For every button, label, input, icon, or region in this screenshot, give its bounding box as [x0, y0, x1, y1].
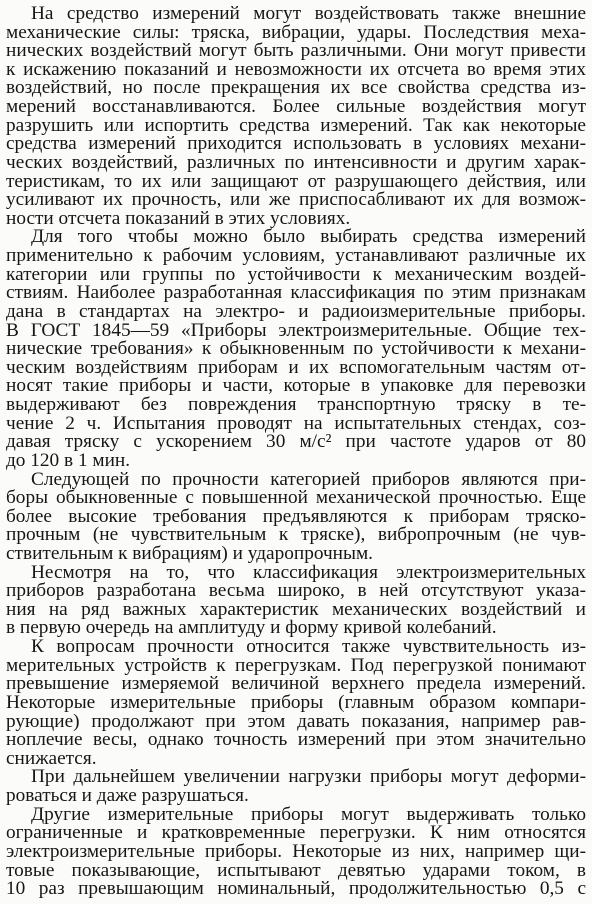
text-line: категории или группы по устойчивости к механическим воздей- [6, 263, 586, 285]
text-line: к искажению показаний и невозможности их отсчета во время этих [6, 58, 586, 80]
text-line: снижается. [6, 747, 97, 769]
text-line: нические требования» к обыкновенным по устойчивости к механи- [6, 338, 586, 360]
text-line: ствиям. Наиболее разработанная классификация по этим признакам [6, 282, 586, 304]
text-line: ноплечие весы, однако точность измерений при этом значительно [6, 729, 586, 751]
text-line: боры обыкновенные с повышенной механической прочностью. Еще [6, 487, 586, 509]
text-line: рующие) продолжают при этом давать показания, например рав- [6, 710, 586, 732]
text-line: К вопросам прочности относится также чувствительность из- [31, 636, 586, 658]
text-line: 10 раз превышающим номинальный, продолжительностью 0,5 с [6, 878, 586, 900]
text-line: в первую очередь на амплитуду и форму кривой колебаний. [6, 617, 497, 639]
text-line: давая тряску с ускорением 30 м/с² при частоте ударов от 80 [6, 431, 586, 453]
text-line: носят такие приборы и части, которые в упаковке для перевозки [6, 375, 586, 397]
text-line: товые показывающие, испытывают девятью ударами током, в [6, 859, 586, 881]
text-line: При дальнейшем увеличении нагрузки приборы могут деформи- [31, 766, 586, 788]
text-line: применительно к рабочим условиям, устанавливают различные их [6, 245, 586, 267]
text-line: теристикам, то их или защищают от разрушающего действия, или [6, 170, 586, 192]
text-line: ствительным к вибрациям) и ударопрочным. [6, 542, 373, 564]
text-line: разрушить или испортить средства измерений. Так как некоторые [6, 114, 586, 136]
text-line: мерений восстанавливаются. Более сильные воздействия могут [6, 96, 586, 118]
text-line: ния на ряд важных характеристик механических воздействий и [6, 598, 586, 620]
text-line: до 120 в 1 мин. [6, 449, 131, 471]
text-line: электроизмерительные приборы. Некоторые из них, например щи- [6, 840, 586, 862]
text-line: ческим воздействиям приборам и их вспомогательным частям от- [6, 356, 586, 378]
text-line: ческих воздействий, различных по интенсивности и другим харак- [6, 151, 586, 173]
text-line: механические силы: тряска, вибрации, удары. Последствия меха- [6, 21, 586, 43]
text-line: Следующей по прочности категорией приборов являются при- [31, 468, 586, 490]
text-line: Для того чтобы можно было выбирать средства измерений [31, 226, 586, 248]
text-line: приборов разработана весьма широко, в ней отсутствуют указа- [6, 580, 586, 602]
text-line: ограниченные и кратковременные перегрузки. К ним относятся [6, 822, 586, 844]
text-line: Некоторые измерительные приборы (главным образом компари- [6, 691, 586, 713]
text-line: выдерживают без повреждения транспортную тряску в те- [6, 394, 586, 416]
text-line: нических воздействий могут быть различными. Они могут привести [6, 40, 586, 62]
text-line: роваться и даже разрушаться. [6, 785, 249, 807]
text-line: превышение измеряемой величиной верхнего предела измерений. [6, 673, 586, 695]
text-line: Несмотря на то, что классификация электроизмерительных [31, 561, 586, 583]
text-line: В ГОСТ 1845—59 «Приборы электроизмерительные. Общие тех- [6, 319, 586, 341]
text-line: На средство измерений могут воздействовать также внешние [31, 3, 586, 24]
text-line: усиливают их прочность, или же приспосабливают их для возмож- [6, 189, 586, 211]
text-line: мерительных устройств к перегрузкам. Под перегрузкой понимают [6, 654, 586, 676]
text-line: прочным (не чувствительным к тряске), вибропрочным (не чув- [6, 524, 586, 546]
text-line: воздействий, но после прекращения их все свойства средства из- [6, 77, 586, 99]
text-line: чение 2 ч. Испытания проводят на испытательных стендах, соз- [6, 412, 586, 434]
text-line: средства измерений приходится использовать в условиях механи- [6, 133, 586, 155]
text-line: более высокие требования предъявляются к приборам тряско- [6, 505, 586, 527]
text-line: Другие измерительные приборы могут выдерживать только [31, 803, 586, 825]
text-line: дана в стандартах на электро- и радиоизмерительные приборы. [6, 300, 586, 322]
text-line: ности отсчета показаний в этих условиях. [6, 207, 351, 229]
